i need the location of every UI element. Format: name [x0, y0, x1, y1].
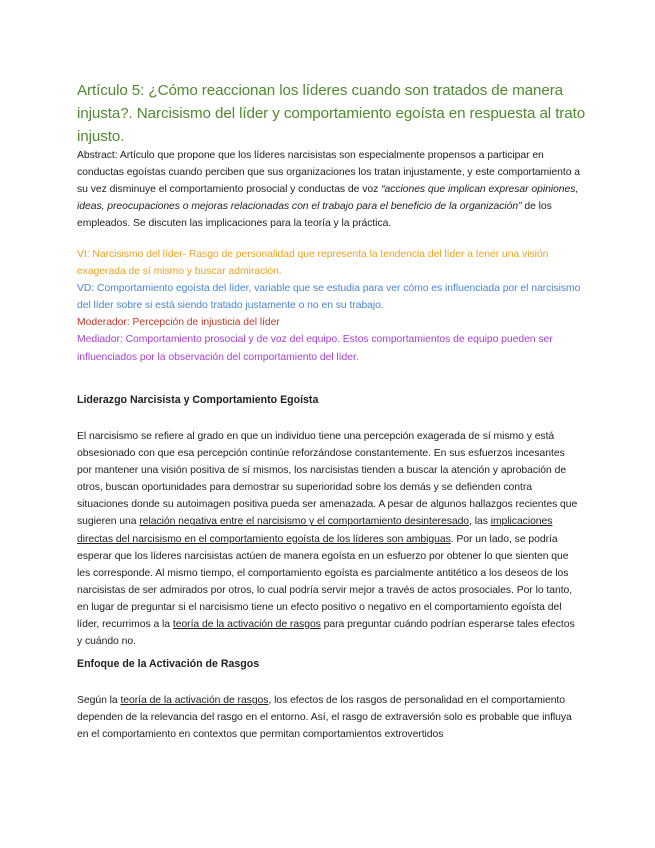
variables-block: [77, 246, 582, 366]
body-text: , los efectos de los rasgos de personalidad en el comportamiento dependen de la relevancia del rasgo en el entorno. Así, el rasgo de extraversión solo es probable que influya en el comportamiento en contextos que permitan comportamientos extrovertidos: [77, 695, 572, 741]
variable-moderator: Moderador: Percepción de injusticia del líder: [77, 317, 280, 329]
article-title: Artículo 5: ¿Cómo reaccionan los líderes cuando son tratados de manera injusta?. Narcisismo del líder y comportamiento egoísta en respuesta al trato injusto.: [77, 82, 586, 145]
section-body-narcisismo: [77, 428, 582, 650]
link-relacion-negativa[interactable]: relación negativa entre el narcisismo y el comportamiento desinteresado: [139, 516, 470, 528]
abstract-quote: “acciones que implican expresar opiniones, ideas, preocupaciones o mejoras relacionadas con el trabajo para el beneficio de la organización”: [77, 184, 579, 213]
abstract-tail: de los empleados. Se discuten las implicaciones para la teoría y la práctica.: [77, 201, 552, 230]
link-teoria-activacion[interactable]: teoría de la activación de rasgos: [172, 619, 321, 631]
section-heading-narcisismo: Liderazgo Narcisista y Comportamiento Egoísta: [77, 394, 319, 406]
section-body-activacion: [77, 692, 582, 743]
body-text: El narcisismo se refiere al grado en que un individuo tiene una percepción exagerada de sí mismo y está obsesionado con que esa percepción continúe reforzándose constantemente. En sus esfuerzos incesantes por mantener una visión positiva de sí mismos, los narcisistas tienden a buscar la atención y aprobación de otros, buscan oportunidades para demostrar su superioridad sobre los demás y se defienden contra situaciones donde su autoimagen positiva pueda ser amenazada. A pesar de algunos hallazgos recientes que sugieren una: [77, 431, 578, 528]
section-heading-activacion: Enfoque de la Activación de Rasgos: [77, 658, 260, 670]
link-implicaciones-directas[interactable]: implicaciones directas del narcisismo en el comportamiento egoísta de los líderes son ambiguas: [77, 516, 553, 545]
abstract-paragraph: [77, 147, 582, 232]
variable-dependent: VD: Comportamiento egoísta del líder, variable que se estudia para ver cómo es influenciada por el narcisismo del líder sobre si está siendo tratado justamente o no en su trabajo.: [77, 283, 581, 312]
body-text: para preguntar cuándo podrían esperarse tales efectos y cuándo no.: [77, 619, 575, 648]
variable-independent: VI: Narcisismo del líder- Rasgo de personalidad que representa la tendencia del líder a tener una visión exagerada de sí mismo y buscar admiración.: [77, 249, 549, 278]
body-text: , las: [469, 516, 491, 528]
variable-mediator: Mediador: Comportamiento prosocial y de voz del equipo. Estos comportamientos de equipo pueden ser influenciados por la observación del comportamiento del líder.: [77, 334, 553, 363]
body-text: . Por un lado, se podría esperar que los líderes narcisistas actúen de manera egoísta en un esfuerzo por obtener lo que sienten que les corresponde. Al mismo tiempo, el comportamiento egoísta es parcialmente antitético a los deseos de los narcisistas de ser admirados por otros, lo cual podría servir mejor a través de actos prosociales. Por lo tanto, en lugar de preguntar si el narcisismo tiene un efecto positivo o negativo en el comportamiento egoísta del líder, recurrimos a la: [77, 533, 573, 631]
abstract-lead: Abstract: Artículo que propone que los líderes narcisistas son especialmente propensos a participar en conductas egoístas cuando perciben que sus organizaciones los tratan injustamente, y este comportamiento a su vez disminuye el comportamiento prosocial y conductas de voz: [77, 150, 580, 196]
body-text: Según la: [77, 695, 121, 706]
link-teoria-activacion-2[interactable]: teoría de la activación de rasgos: [120, 695, 269, 706]
